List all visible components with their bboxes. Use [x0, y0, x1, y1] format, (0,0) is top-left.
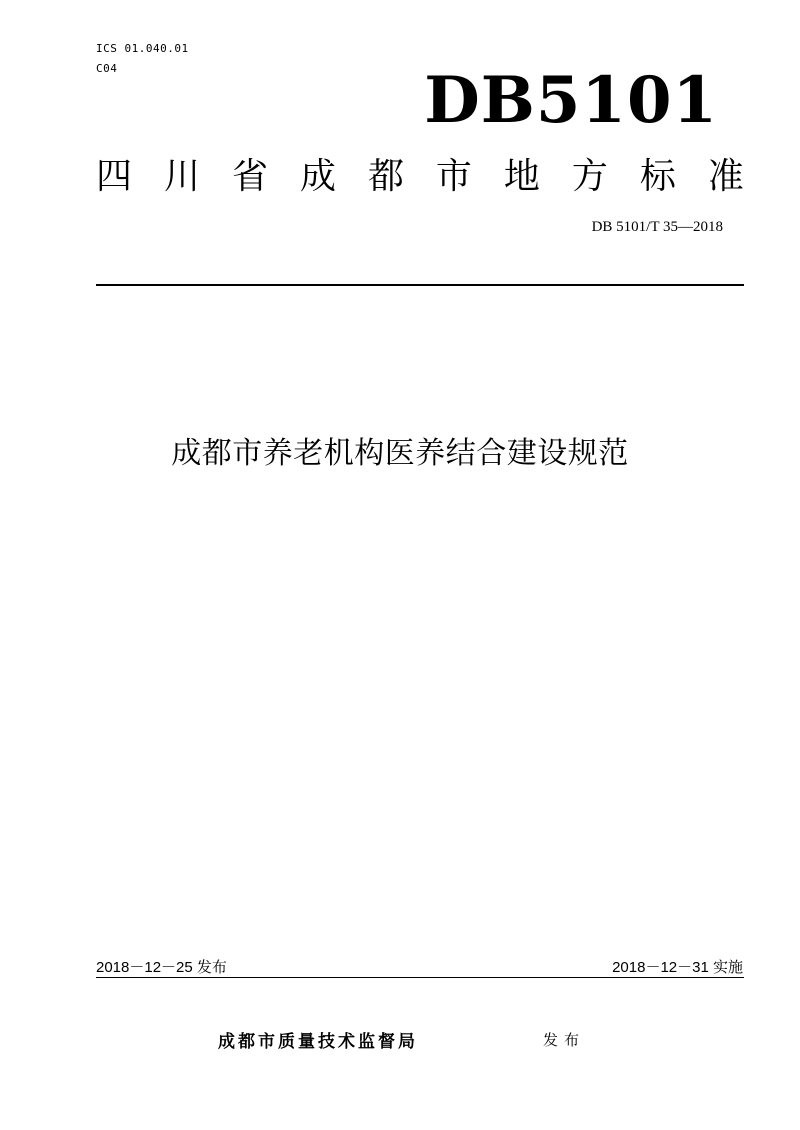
org-char: 都	[367, 156, 404, 197]
date-divider	[96, 977, 744, 978]
ccs-code: C04	[96, 62, 118, 75]
org-char: 四	[96, 156, 133, 197]
publisher: 成都市质量技术监督局	[218, 1032, 418, 1052]
org-char: 准	[707, 156, 744, 197]
issue-date: 2018－12－25 发布	[96, 959, 227, 976]
org-char: 市	[435, 156, 472, 197]
publish-label: 发布	[543, 1031, 586, 1049]
implementation-date: 2018－12－31 实施	[612, 959, 743, 976]
standard-organization	[96, 152, 744, 202]
org-char: 省	[231, 156, 268, 197]
document-title: 成都市养老机构医养结合建设规范	[171, 436, 629, 471]
org-char: 地	[503, 156, 540, 197]
standard-code-large: DB5101	[424, 63, 718, 138]
org-char: 方	[571, 156, 608, 197]
ics-code: ICS 01.040.01	[96, 42, 189, 55]
org-char: 成	[299, 156, 336, 197]
standard-number: DB 5101/T 35—2018	[591, 219, 723, 235]
header-divider	[96, 284, 744, 286]
org-char: 标	[639, 156, 676, 197]
org-char: 川	[163, 156, 200, 197]
